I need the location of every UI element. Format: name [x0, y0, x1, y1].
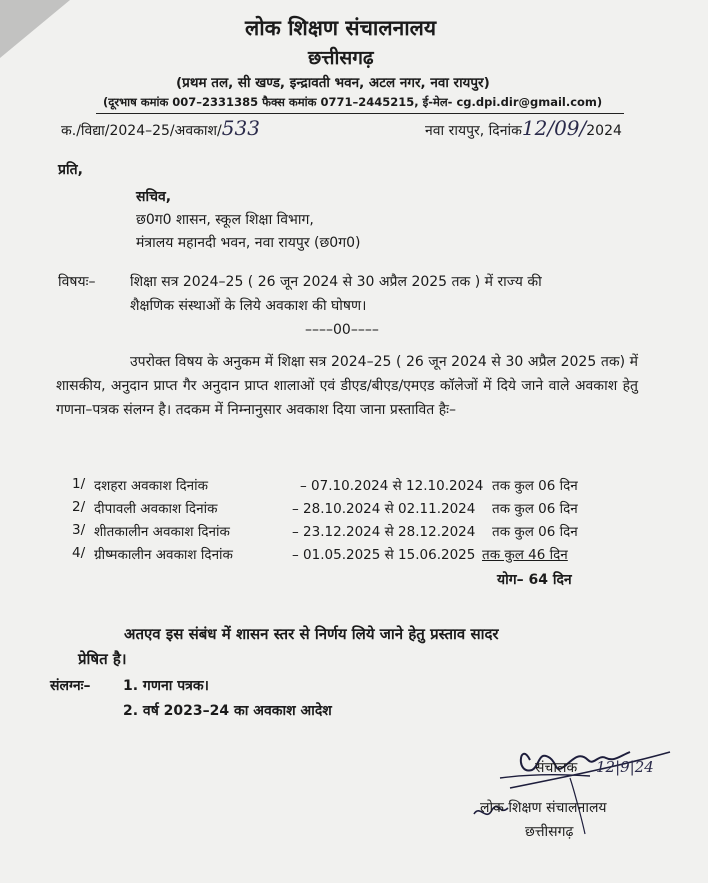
holiday-total: तक कुल 06 दिन — [492, 501, 578, 517]
date-year: 2024 — [586, 123, 622, 139]
holiday-range: – 23.12.2024 से 28.12.2024 — [292, 524, 476, 540]
office-address: (प्रथम तल, सी खण्ड, इन्द्रावती भवन, अटल नगर, नवा रायपुर) — [176, 75, 490, 91]
recipient-designation: सचिव, — [136, 189, 172, 205]
holiday-row — [72, 476, 632, 496]
holiday-label: दीपावली अवकाश दिनांक — [94, 501, 218, 517]
subject-line-1: शिक्षा सत्र 2024–25 ( 26 जून 2024 से 30 अप्रैल 2025 तक ) में राज्य की — [130, 274, 542, 290]
reference-number-handwritten: 533 — [221, 116, 260, 140]
date-handwritten: 12/09/ — [521, 116, 587, 140]
org-name: लोक शिक्षण संचालनालय — [245, 16, 437, 40]
office-contact: (दूरभाष कमांक 007–2331385 फैक्स कमांक 0771–2445215, ई-मेल- cg.dpi.dir@gmail.com) — [103, 95, 603, 109]
reference-number-prefix: क./विद्या/2024–25/अवकाश/ — [61, 123, 222, 139]
state-name: छत्तीसगढ़ — [308, 47, 374, 69]
holiday-label: शीतकालीन अवकाश दिनांक — [94, 524, 230, 540]
holiday-total: तक कुल 06 दिन — [492, 478, 578, 494]
holiday-range: – 28.10.2024 से 02.11.2024 — [292, 501, 476, 517]
holiday-number: 1/ — [72, 476, 86, 492]
holiday-range: – 01.05.2025 से 15.06.2025 — [292, 547, 476, 563]
holiday-row — [72, 522, 632, 542]
place-date — [425, 116, 622, 140]
recipient-address: मंत्रालय महानदी भवन, नवा रायपुर (छ0ग0) — [136, 235, 361, 251]
holiday-number: 2/ — [72, 499, 86, 515]
reference-number — [61, 116, 260, 140]
signatory-designation: संचालक — [535, 760, 578, 776]
holiday-total: तक कुल 46 दिन — [482, 547, 568, 563]
signatory-state: छत्तीसगढ़ — [525, 824, 574, 840]
body-paragraph: उपरोक्त विषय के अनुकम में शिक्षा सत्र 2024–25 ( 26 जून 2024 से 30 अप्रैल 2025 तक) में शासकीय, अनुदान प्राप्त गैर अनुदान प्राप्त शालाओं एवं डीएड/बीएड/एमएड कॉलेजों में दिये जाने वाले अवकाश हेतु गणना–पत्रक संलग्न है। तदकम में निम्नानुसार अवकाश दिया जाना प्रस्तावित हैः– — [56, 354, 638, 418]
closing-line-1: अतएव इस संबंध में शासन स्तर से निर्णय लिये जाने हेतु प्रस्ताव सादर — [124, 625, 499, 643]
holiday-total: तक कुल 06 दिन — [492, 524, 578, 540]
holiday-row — [72, 499, 632, 519]
recipient-department: छ0ग0 शासन, स्कूल शिक्षा विभाग, — [136, 212, 314, 228]
place-date-prefix: नवा रायपुर, दिनांक — [425, 123, 522, 139]
enclosure-label: संलग्नः– — [50, 678, 91, 694]
closing-line-2: प्रेषित है। — [78, 650, 127, 668]
enclosure-item-1: 1. गणना पत्रक। — [123, 678, 209, 694]
signature-date: 12|9|24 — [596, 758, 654, 776]
scan-corner-shadow — [0, 0, 70, 58]
holiday-grand-total: योग– 64 दिन — [497, 572, 572, 588]
subject-line-2: शैक्षणिक संस्थाओं के लिये अवकाश की घोषण। — [130, 298, 367, 314]
holiday-label: ग्रीष्मकालीन अवकाश दिनांक — [94, 547, 233, 563]
holiday-number: 3/ — [72, 522, 86, 538]
header-rule — [96, 113, 624, 114]
holiday-number: 4/ — [72, 545, 86, 561]
signatory-office: लोक शिक्षण संचालनालय — [480, 800, 607, 816]
signature-scribble — [470, 730, 690, 840]
enclosure-item-2: 2. वर्ष 2023–24 का अवकाश आदेश — [123, 703, 332, 719]
holiday-range: – 07.10.2024 से 12.10.2024 — [300, 478, 484, 494]
holiday-label: दशहरा अवकाश दिनांक — [94, 478, 209, 494]
subject-separator: ––––00–––– — [305, 322, 379, 338]
holiday-row — [72, 545, 632, 565]
subject-label: विषयः– — [58, 274, 96, 290]
to-label: प्रति, — [58, 162, 83, 178]
